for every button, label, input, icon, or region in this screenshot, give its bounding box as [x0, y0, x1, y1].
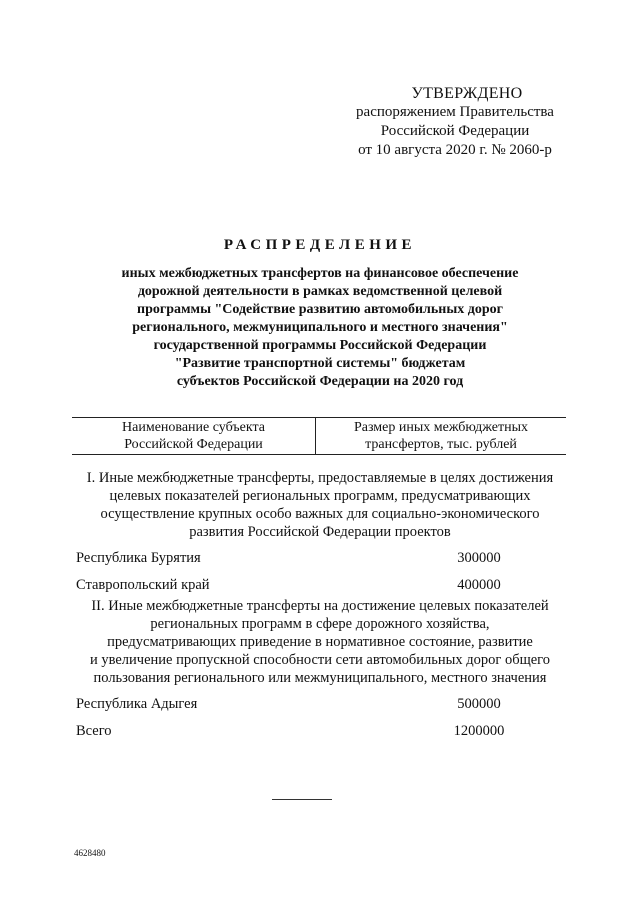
approved-label: УТВЕРЖДЕНО: [411, 85, 523, 102]
approval-line-3: от 10 августа 2020 г. № 2060-р: [358, 142, 552, 158]
end-divider: [272, 799, 332, 800]
section-2-line: пользования регионального или межмуниципального, местного значения: [93, 670, 547, 686]
document-number: 4628480: [74, 848, 106, 858]
section-2-line: и увеличение пропускной способности сети автомобильных дорог общего: [89, 652, 551, 668]
section-2-line: предусматривающих приведение в нормативное состояние, развитие: [107, 634, 533, 650]
section-2-line: II. Иные межбюджетные трансферты на достижение целевых показателей: [91, 598, 549, 614]
subtitle-line: регионального, межмуниципального и местного значения": [132, 320, 508, 335]
subject-name: Республика Бурятия: [76, 550, 201, 566]
header-subject-column: [72, 418, 316, 454]
subtitle-line: субъектов Российской Федерации на 2020 год: [176, 374, 464, 389]
header-subject-line-2: Российской Федерации: [124, 437, 263, 452]
subtitle-line: "Развитие транспортной системы" бюджетам: [174, 356, 466, 371]
transfer-amount: 400000: [457, 577, 501, 593]
document-title: РАСПРЕДЕЛЕНИЕ: [223, 237, 417, 253]
subtitle-line: иных межбюджетных трансфертов на финансовое обеспечение: [121, 266, 519, 281]
section-1-line: I. Иные межбюджетные трансферты, предоставляемые в целях достижения: [86, 470, 554, 486]
subject-name: Ставропольский край: [76, 577, 210, 593]
section-1-line: целевых показателей региональных программ, предусматривающих: [109, 488, 531, 504]
approval-line-1: распоряжением Правительства: [356, 104, 554, 120]
document-subtitle: [60, 265, 580, 391]
section-2-line: региональных программ в сфере дорожного хозяйства,: [150, 616, 490, 632]
total-label: Всего: [76, 723, 112, 739]
header-amount-line-2: трансфертов, тыс. рублей: [365, 437, 517, 452]
header-subject-line-1: Наименование субъекта: [122, 420, 265, 435]
title-block: [60, 236, 580, 391]
transfer-amount: 300000: [457, 550, 501, 566]
subtitle-line: программы "Содействие развитию автомобильных дорог: [137, 302, 503, 317]
header-amount-line-1: Размер иных межбюджетных: [353, 420, 529, 435]
approval-line-2: Российской Федерации: [380, 123, 530, 139]
section-1-heading: [60, 469, 580, 541]
section-1-line: осуществление крупных особо важных для социально-экономического: [100, 506, 540, 522]
section-2-heading: [60, 597, 580, 687]
header-amount-column: [316, 418, 566, 454]
approval-stamp: [330, 84, 580, 160]
total-amount: 1200000: [453, 723, 505, 739]
subtitle-line: дорожной деятельности в рамках ведомственной целевой: [137, 284, 503, 299]
table-header: [72, 417, 566, 455]
subject-name: Республика Адыгея: [76, 696, 198, 712]
transfer-amount: 500000: [457, 696, 501, 712]
subtitle-line: государственной программы Российской Федерации: [153, 338, 487, 353]
section-1-line: развития Российской Федерации проектов: [189, 524, 451, 540]
